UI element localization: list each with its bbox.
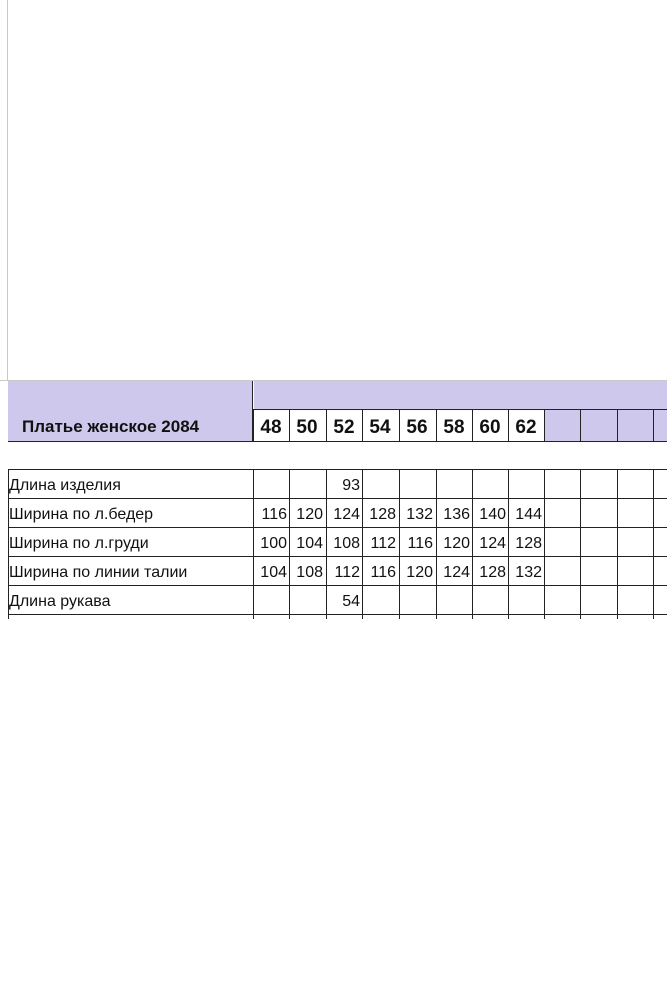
table-cell: 112 [334,564,360,581]
size-header-fill [254,381,667,409]
size-header-54: 54 [369,417,391,438]
header-column-line [399,409,400,441]
row-line [8,585,667,586]
size-header-60: 60 [479,417,501,438]
table-cell: 120 [406,564,433,581]
row-line [8,469,667,470]
table-cell: 100 [260,535,287,552]
header-column-line [289,409,290,441]
table-cell: 144 [515,506,542,523]
table-cell: 128 [515,535,542,552]
table-cell: 120 [296,506,323,523]
size-header-48: 48 [260,417,282,438]
size-header-56: 56 [406,417,428,438]
left-gridline [7,0,8,380]
table-cell: 124 [479,535,506,552]
row-line [8,556,667,557]
header-column-line [508,409,509,441]
header-column-line [617,409,618,441]
size-header-52: 52 [333,417,355,438]
table-cell: 104 [296,535,323,552]
header-column-line [362,409,363,441]
table-cell: 128 [479,564,506,581]
size-header-50: 50 [296,417,318,438]
size-header-fill-empty [544,409,667,441]
table-cell: 104 [260,564,287,581]
body-column-line [399,469,400,619]
table-cell: 116 [407,535,433,552]
header-line [253,409,667,410]
body-column-line [617,469,618,619]
table-cell: 108 [296,564,323,581]
table-cell: 108 [333,535,360,552]
table-cell: 112 [370,535,396,552]
row-label: Длина рукава [9,593,111,610]
size-header-58: 58 [443,417,465,438]
header-column-line [253,409,254,441]
table-cell: 136 [443,506,470,523]
header-bottom-line [8,441,667,442]
table-cell: 128 [369,506,396,523]
row-label: Ширина по л.бедер [9,506,154,523]
body-column-line [472,469,473,619]
table-cell: 93 [342,477,360,494]
header-column-line [472,409,473,441]
table-cell: 132 [515,564,542,581]
body-column-line [326,469,327,619]
table-cell: 124 [333,506,360,523]
body-column-line [544,469,545,619]
row-label: Длина изделия [9,477,121,494]
size-header-62: 62 [515,417,537,438]
body-column-line [362,469,363,619]
header-column-line [653,409,654,441]
row-label: Ширина по л.груди [9,535,149,552]
header-column-line [326,409,327,441]
body-column-line [436,469,437,619]
table-cell: 116 [370,564,396,581]
row-line [8,498,667,499]
table-cell: 120 [443,535,470,552]
header-column-line [436,409,437,441]
header-column-line [580,409,581,441]
body-column-line [653,469,654,619]
table-cell: 54 [342,593,360,610]
table-cell: 116 [261,506,287,523]
table-cell: 132 [406,506,433,523]
body-left-line [8,469,9,619]
body-column-line [580,469,581,619]
row-label: Ширина по линии талии [9,564,188,581]
table-cell: 140 [479,506,506,523]
body-column-line [253,469,254,619]
table-title: Платье женское 2084 [22,417,200,436]
body-column-line [508,469,509,619]
row-line [8,614,667,615]
body-column-line [289,469,290,619]
header-column-line [544,409,545,441]
table-cell: 124 [443,564,470,581]
row-line [8,527,667,528]
